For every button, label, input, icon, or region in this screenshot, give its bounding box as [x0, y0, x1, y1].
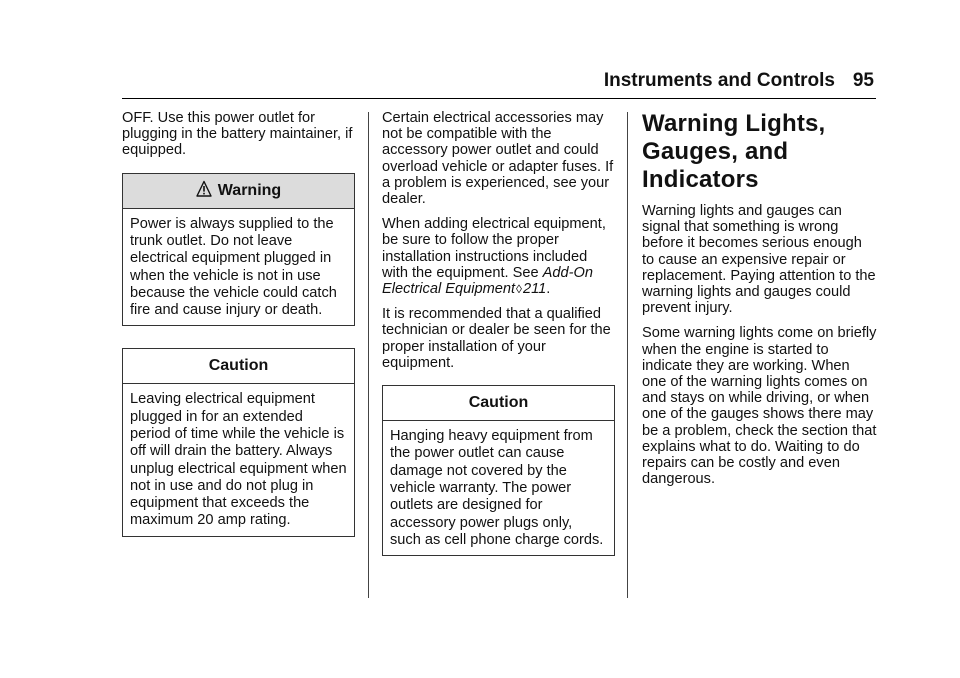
warning-box — [122, 173, 355, 327]
warning-box-title: Warning — [217, 181, 282, 199]
caution-box-body: Hanging heavy equipment from the power outlet can cause damage not covered by the vehicle warranty. The power outlets are designed for accessory power plugs only, such as cell phone charge cords. — [390, 428, 604, 548]
column-3 — [642, 110, 878, 496]
page-reference-icon: ◊ — [516, 282, 522, 297]
add-on-equipment-link[interactable]: Add-On Electrical Equipment — [382, 264, 593, 298]
page-reference-number[interactable]: 211 — [522, 281, 547, 298]
caution-box — [382, 385, 615, 556]
installation-paragraph — [382, 216, 615, 297]
sentence-end: . — [546, 281, 551, 298]
column-divider — [368, 112, 369, 598]
technician-paragraph: It is recommended that a qualified technician or dealer be seen for the proper installation of your equipment. — [382, 306, 611, 371]
installation-text: When adding electrical equipment, be sure to follow the proper installation instructions included with the equipment. See — [382, 216, 606, 281]
intro-paragraph: OFF. Use this power outlet for plugging in the battery maintainer, if equipped. — [122, 110, 353, 159]
section-heading: Warning Lights, Gauges, and Indicators — [642, 110, 826, 193]
compatibility-paragraph: Certain electrical accessories may not be compatible with the accessory power outlet and could overload vehicle or adapter fuses. If a problem is experienced, see your dealer. — [382, 110, 614, 208]
warning-lights-detail-paragraph: Some warning lights come on briefly when the engine is started to indicate they are working. When one of the warning lights comes on and stays on while driving, or when one of the gauges shows there may be a problem, check the section that explains what to do. Waiting to do repairs can be costly and even dangerous. — [642, 325, 877, 488]
caution-box — [122, 348, 355, 536]
caution-box-title: Caution — [123, 349, 354, 384]
column-1 — [122, 110, 355, 559]
warning-box-header — [123, 174, 354, 209]
caution-box-title: Caution — [383, 386, 614, 421]
warning-triangle-icon — [196, 177, 212, 195]
column-2 — [382, 110, 615, 578]
warning-box-body: Power is always supplied to the trunk outlet. Do not leave electrical equipment plugged in when the vehicle is not in use because the vehicle could catch fire and cause injury or death. — [130, 215, 337, 319]
caution-box-body: Leaving electrical equipment plugged in for an extended period of time while the vehicle is off will drain the battery. Always unplug electrical equipment when not in use and do not plug in equipment that exceeds the maximum 20 amp rating. — [130, 391, 347, 529]
header-rule — [122, 98, 876, 99]
page-number: 95 — [852, 70, 874, 91]
warning-lights-intro-paragraph: Warning lights and gauges can signal that something is wrong before it becomes serious enough to cause an expensive repair or replacement. Paying attention to the warning lights and gauges could prevent injury. — [642, 203, 876, 317]
column-divider — [627, 112, 628, 598]
running-header-title: Instruments and Controls — [603, 70, 835, 91]
